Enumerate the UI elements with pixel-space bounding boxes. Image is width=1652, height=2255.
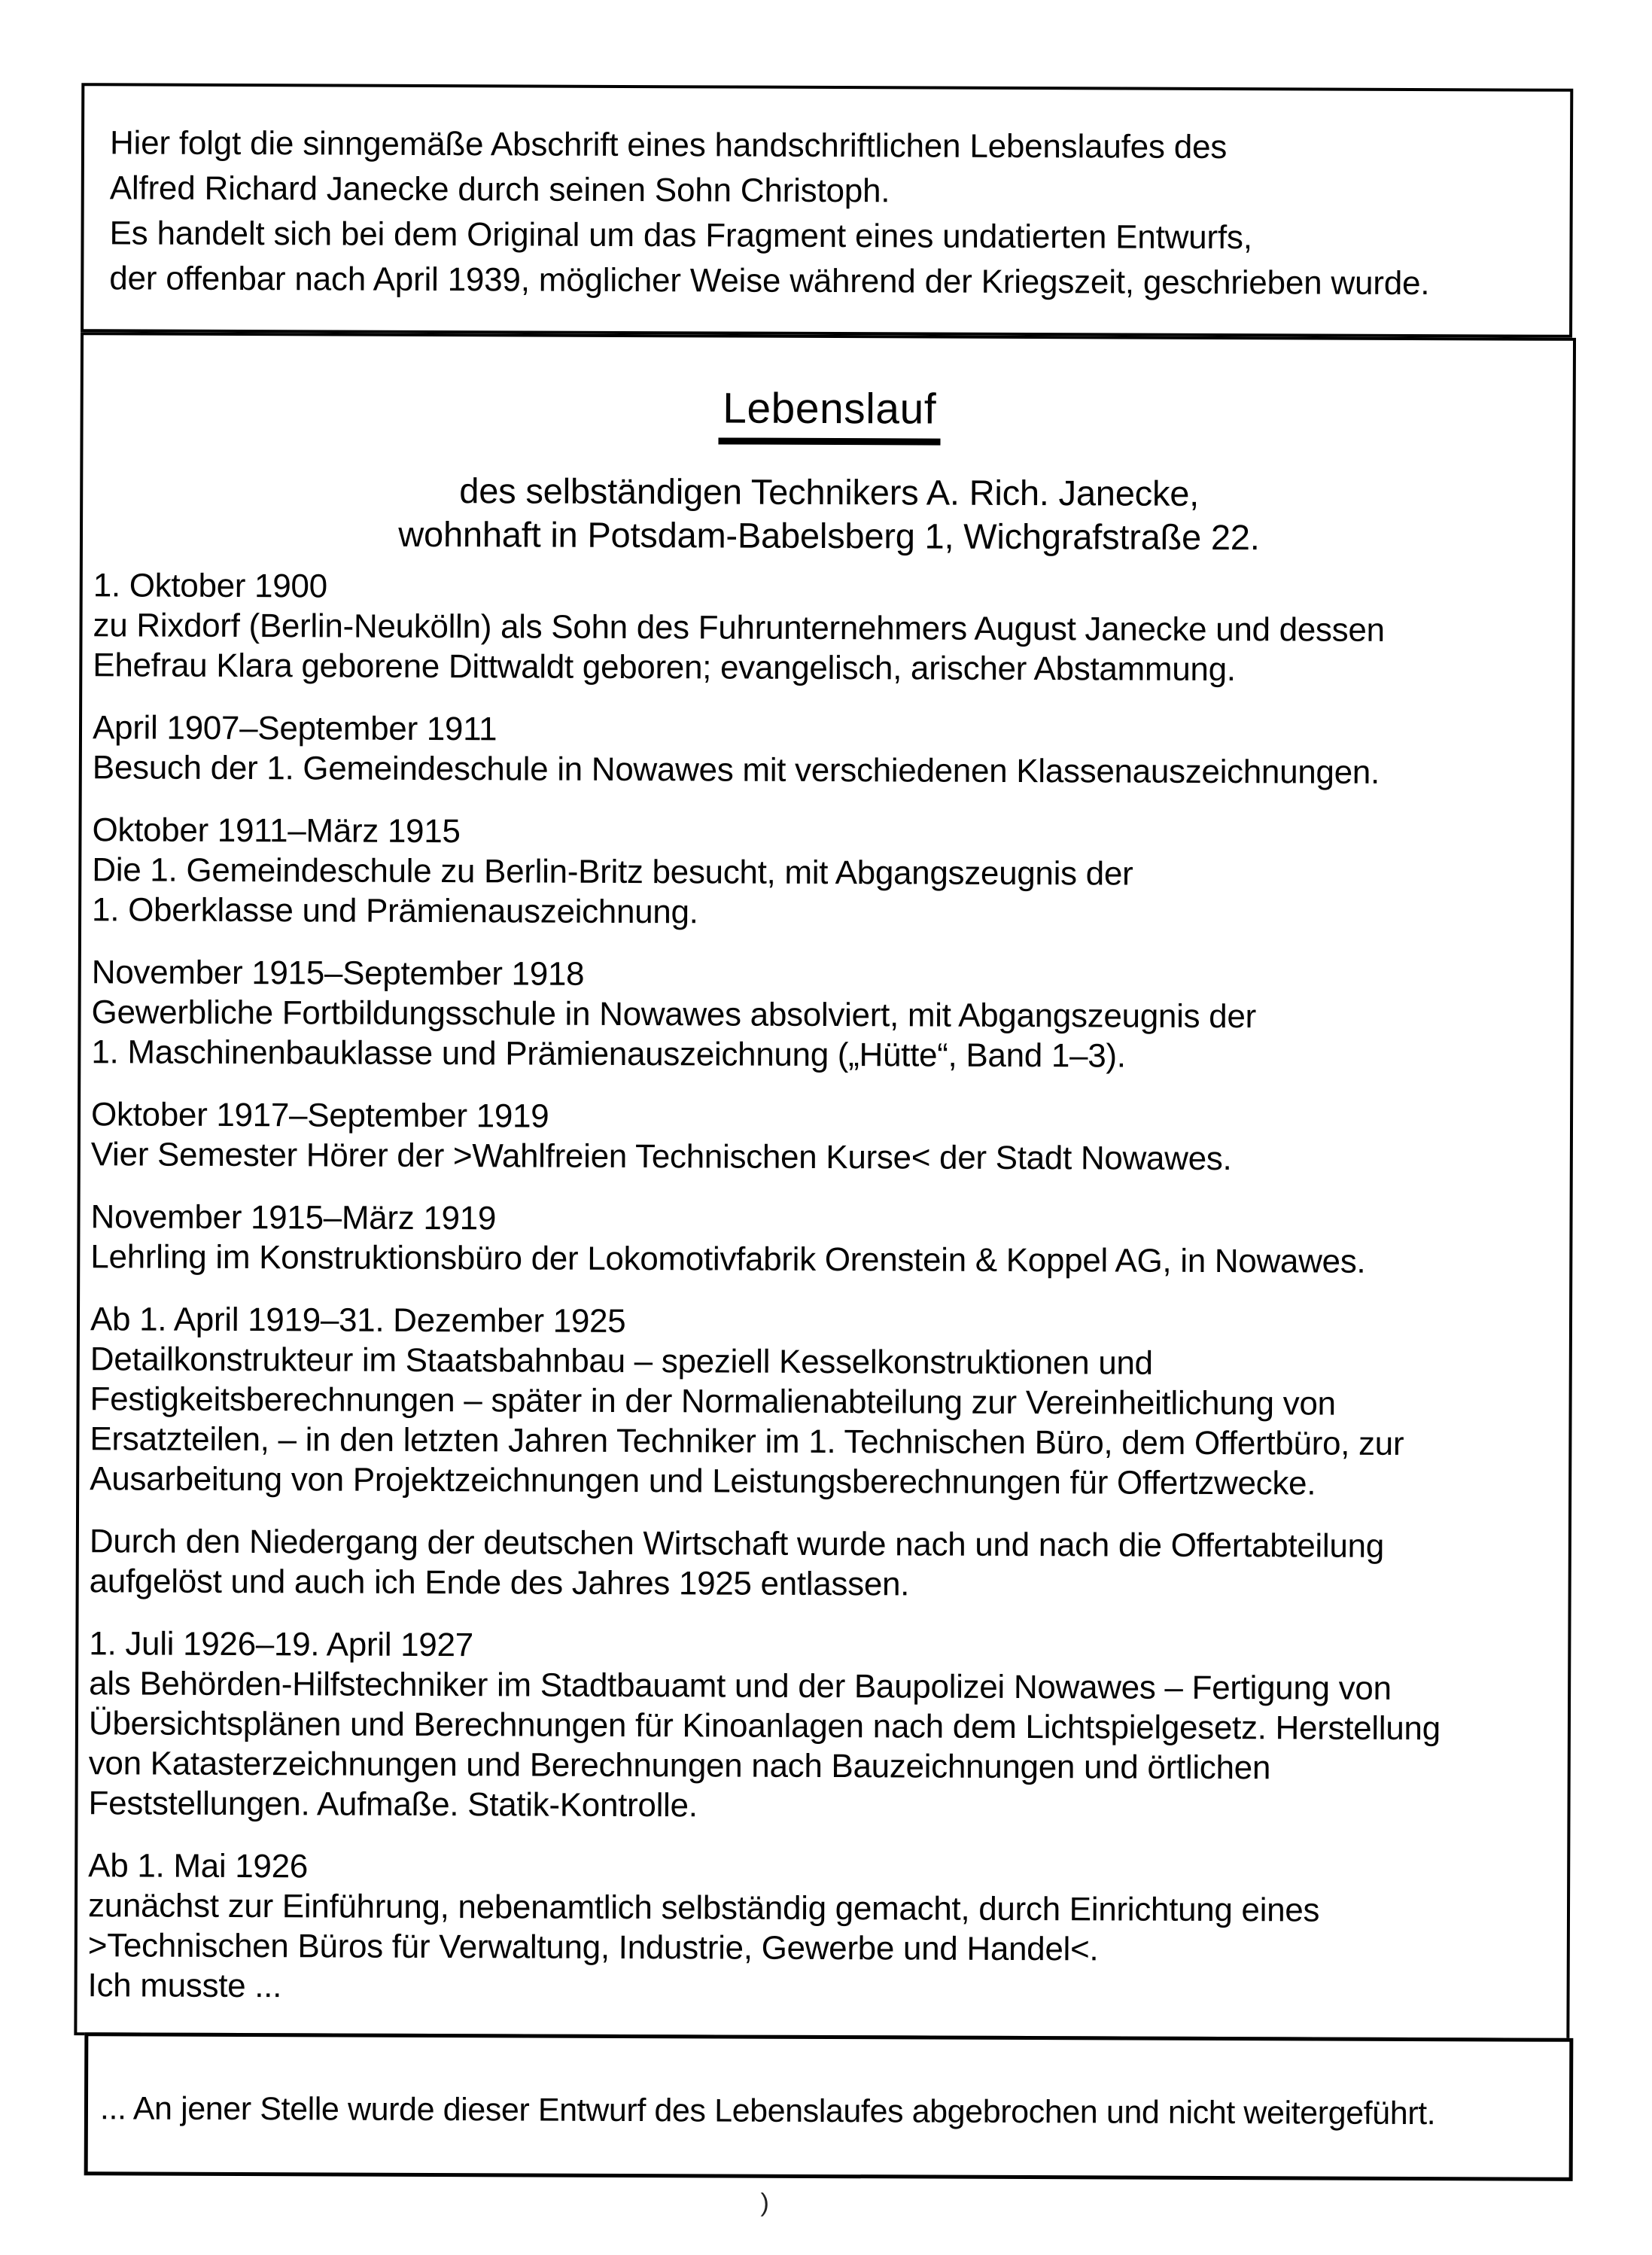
entry-text: Gewerbliche Fortbildungsschule in Nowawes absolviert, mit Abgangszeugnis der 1. Maschinenbauklasse und Prämienauszeichnung („Hütte“, Band 1–3). — [91, 994, 1257, 1075]
scan-artifact: ) — [760, 2188, 769, 2217]
document-subtitle: des selbständigen Technikers A. Rich. Janecke, wohnhaft in Potsdam-Babelsberg 1, Wichgrafstraße 22. — [398, 470, 1260, 558]
cv-entry — [91, 1094, 1562, 1180]
entry-date: 1. Juli 1926–19. April 1927 — [89, 1625, 473, 1664]
entry-text: Vier Semester Hörer der >Wahlfreien Technischen Kurse< der Stadt Nowawes. — [90, 1136, 1232, 1178]
cv-entry — [88, 1846, 1560, 2011]
entry-date: November 1915–September 1918 — [91, 954, 585, 993]
entry-date: Oktober 1911–März 1915 — [92, 811, 461, 851]
entry-text: Durch den Niedergang der deutschen Wirtschaft wurde nach und nach die Offertabteilung aufgelöst und auch ich Ende des Jahres 1925 entlassen. — [89, 1523, 1385, 1603]
cv-entry — [92, 810, 1564, 936]
cv-paragraph — [90, 1521, 1561, 1607]
entry-date: April 1907–September 1911 — [92, 709, 497, 748]
lebenslauf-box — [74, 332, 1576, 2041]
entry-date: Ab 1. Mai 1926 — [88, 1847, 309, 1885]
closing-note-box — [84, 2032, 1574, 2181]
cv-entry — [93, 565, 1565, 691]
closing-note: ... An jener Stelle wurde dieser Entwurf des Lebenslaufes abgebrochen und nicht weitergeführt. — [99, 2090, 1436, 2132]
entry-text: zu Rixdorf (Berlin-Neukölln) als Sohn des Fuhrunternehmers August Janecke und dessen Ehefrau Klara geborene Dittwaldt geboren; evangelisch, arischer Abstammung. — [93, 607, 1385, 689]
entry-text: zunächst zur Einführung, nebenamtlich selbständig gemacht, durch Einrichtung eines >Technischen Büros für Verwaltung, Industrie, Gewerbe und Handel<. Ich musste ... — [87, 1887, 1320, 2005]
entry-text: Die 1. Gemeindeschule zu Berlin-Britz besucht, mit Abgangszeugnis der 1. Oberklasse und Prämienauszeichnung. — [92, 851, 1133, 931]
entry-date: Ab 1. April 1919–31. Dezember 1925 — [90, 1301, 626, 1340]
document-title: Lebenslauf — [718, 387, 941, 445]
cv-entry — [90, 1197, 1562, 1283]
entry-date: November 1915–März 1919 — [90, 1198, 497, 1237]
cv-entry — [88, 1624, 1560, 1829]
transcription-note: Hier folgt die sinngemäße Abschrift eines handschriftlichen Lebenslaufes des Alfred Richard Janecke durch seinen Sohn Christoph. Es handelt sich bei dem Original um das Fragment eines undatierten Entwurfs, der offenbar nach April 1939, möglicher Weise während der Kriegszeit, geschrieben wurde. — [109, 124, 1430, 303]
transcription-note-box — [81, 83, 1573, 338]
document-title-row — [93, 385, 1565, 448]
entry-text: Detailkonstrukteur im Staatsbahnbau – speziell Kesselkonstruktionen und Festigkeitsberechnungen – später in der Normalienabteilung zur Vereinheitlichung von Ersatzteilen, – in den letzten Jahren Techniker im 1. Technischen Büro, dem Offertbüro, zur Ausarbeitung von Projektzeichnungen und Leistungsberechnungen für Offertzwecke. — [90, 1341, 1404, 1502]
entry-text: Lehrling im Konstruktionsbüro der Lokomotivfabrik Orenstein & Koppel AG, in Nowawes. — [90, 1238, 1366, 1280]
entry-text: als Behörden-Hilfstechniker im Stadtbauamt und der Baupolizei Nowawes – Fertigung von Übersichtsplänen und Berechnungen für Kinoanlagen nach dem Lichtspielgesetz. Herstellung von Katasterzeichnungen und Berechnungen nach Bauzeichnungen und örtlichen Feststellungen. Aufmaße. Statik-Kontrolle. — [88, 1665, 1441, 1824]
entry-text: Besuch der 1. Gemeindeschule in Nowawes mit verschiedenen Klassenauszeichnungen. — [92, 749, 1380, 791]
cv-entry — [93, 708, 1564, 793]
cv-entry — [91, 952, 1563, 1078]
cv-entry — [90, 1299, 1562, 1505]
entry-date: 1. Oktober 1900 — [93, 567, 327, 605]
entry-date: Oktober 1917–September 1919 — [90, 1096, 549, 1135]
